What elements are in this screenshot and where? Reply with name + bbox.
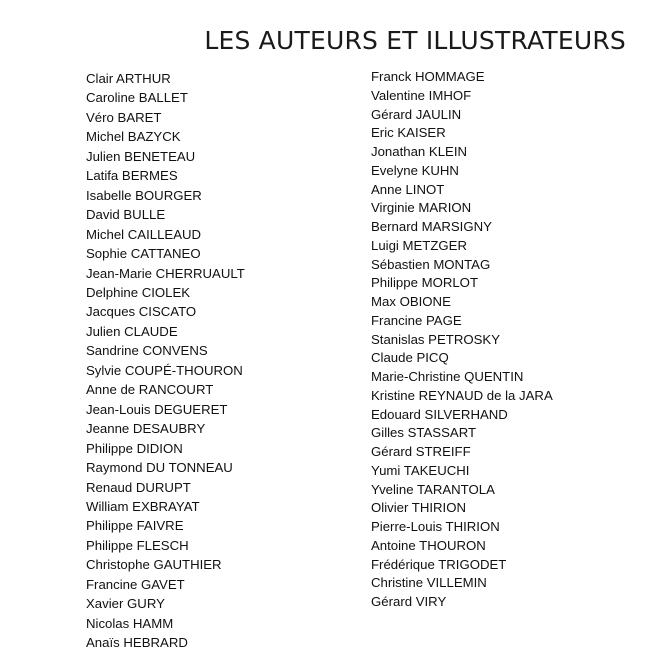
- author-name: Francine GAVET: [86, 576, 185, 592]
- author-name: Antoine THOURON: [371, 537, 486, 553]
- author-name: Valentine IMHOF: [371, 87, 472, 103]
- author-name: Kristine REYNAUD de la JARA: [371, 387, 553, 403]
- page-title: LES AUTEURS ET ILLUSTRATEURS: [204, 26, 626, 55]
- author-name: Francine PAGE: [371, 312, 462, 328]
- author-name: Jean-Louis DEGUERET: [86, 401, 228, 417]
- author-name: Bernard MARSIGNY: [371, 219, 492, 234]
- author-name: Franck HOMMAGE: [371, 69, 485, 84]
- author-name: Olivier THIRION: [371, 500, 467, 516]
- author-name: Yveline TARANTOLA: [371, 481, 495, 497]
- author-name: Luigi METZGER: [371, 237, 467, 253]
- author-name: Delphine CIOLEK: [86, 284, 191, 300]
- author-name: Philippe FAIVRE: [86, 518, 184, 534]
- author-name: William EXBRAYAT: [86, 498, 200, 514]
- author-name: Gérard STREIFF: [371, 444, 471, 459]
- author-name: Frédérique TRIGODET: [371, 556, 507, 572]
- author-name: Caroline BALLET: [86, 90, 188, 106]
- author-name: Christophe GAUTHIER: [86, 557, 222, 573]
- author-name: Jacques CISCATO: [86, 304, 197, 320]
- author-name: Anne LINOT: [371, 181, 445, 197]
- author-name: Jeanne DESAUBRY: [86, 421, 206, 437]
- author-name: Philippe MORLOT: [371, 275, 479, 291]
- author-name: Xavier GURY: [86, 596, 165, 612]
- author-name: Christine VILLEMIN: [371, 575, 487, 591]
- author-name: Clair ARTHUR: [86, 71, 171, 86]
- author-name: Eric KAISER: [371, 125, 446, 141]
- author-name: Raymond DU TONNEAU: [86, 460, 233, 476]
- author-name: Julien CLAUDE: [86, 323, 178, 339]
- author-name: Véro BARET: [86, 109, 162, 125]
- authors-list-right: [371, 68, 553, 612]
- author-name: Isabelle BOURGER: [86, 187, 202, 203]
- author-name: Michel BAZYCK: [86, 129, 181, 145]
- author-name: Gérard JAULIN: [371, 106, 462, 122]
- author-name: Pierre-Louis THIRION: [371, 519, 500, 534]
- author-name: Philippe DIDION: [86, 440, 183, 456]
- author-name: Max OBIONE: [371, 294, 451, 309]
- author-name: Philippe FLESCH: [86, 537, 189, 553]
- author-name: Michel CAILLEAUD: [86, 226, 202, 242]
- author-name: Yumi TAKEUCHI: [371, 462, 470, 478]
- author-name: Anaïs HEBRARD: [86, 635, 188, 651]
- author-name: Claude PICQ: [371, 350, 449, 366]
- authors-list-left: [86, 69, 245, 653]
- author-name: Edouard SILVERHAND: [371, 406, 508, 422]
- author-name: Jean-Marie CHERRUAULT: [86, 265, 245, 281]
- author-name: Gérard VIRY: [371, 594, 447, 609]
- author-name: Virginie MARION: [371, 200, 472, 216]
- author-name: Sandrine CONVENS: [86, 343, 208, 359]
- author-name: Stanislas PETROSKY: [371, 331, 500, 347]
- author-name: Jonathan KLEIN: [371, 144, 468, 159]
- author-name: Nicolas HAMM: [86, 615, 174, 631]
- author-name: Gilles STASSART: [371, 425, 477, 441]
- author-name: Renaud DURUPT: [86, 479, 191, 495]
- author-name: Sébastien MONTAG: [371, 256, 491, 272]
- author-name: Latifa BERMES: [86, 168, 178, 184]
- author-name: Marie-Christine QUENTIN: [371, 369, 524, 384]
- author-name: David BULLE: [86, 207, 166, 223]
- author-name: Anne de RANCOURT: [86, 382, 214, 398]
- author-name: Sophie CATTANEO: [86, 246, 201, 262]
- author-name: Evelyne KUHN: [371, 162, 459, 178]
- author-name: Julien BENETEAU: [86, 148, 196, 164]
- author-name: Sylvie COUPÉ-THOURON: [86, 362, 243, 378]
